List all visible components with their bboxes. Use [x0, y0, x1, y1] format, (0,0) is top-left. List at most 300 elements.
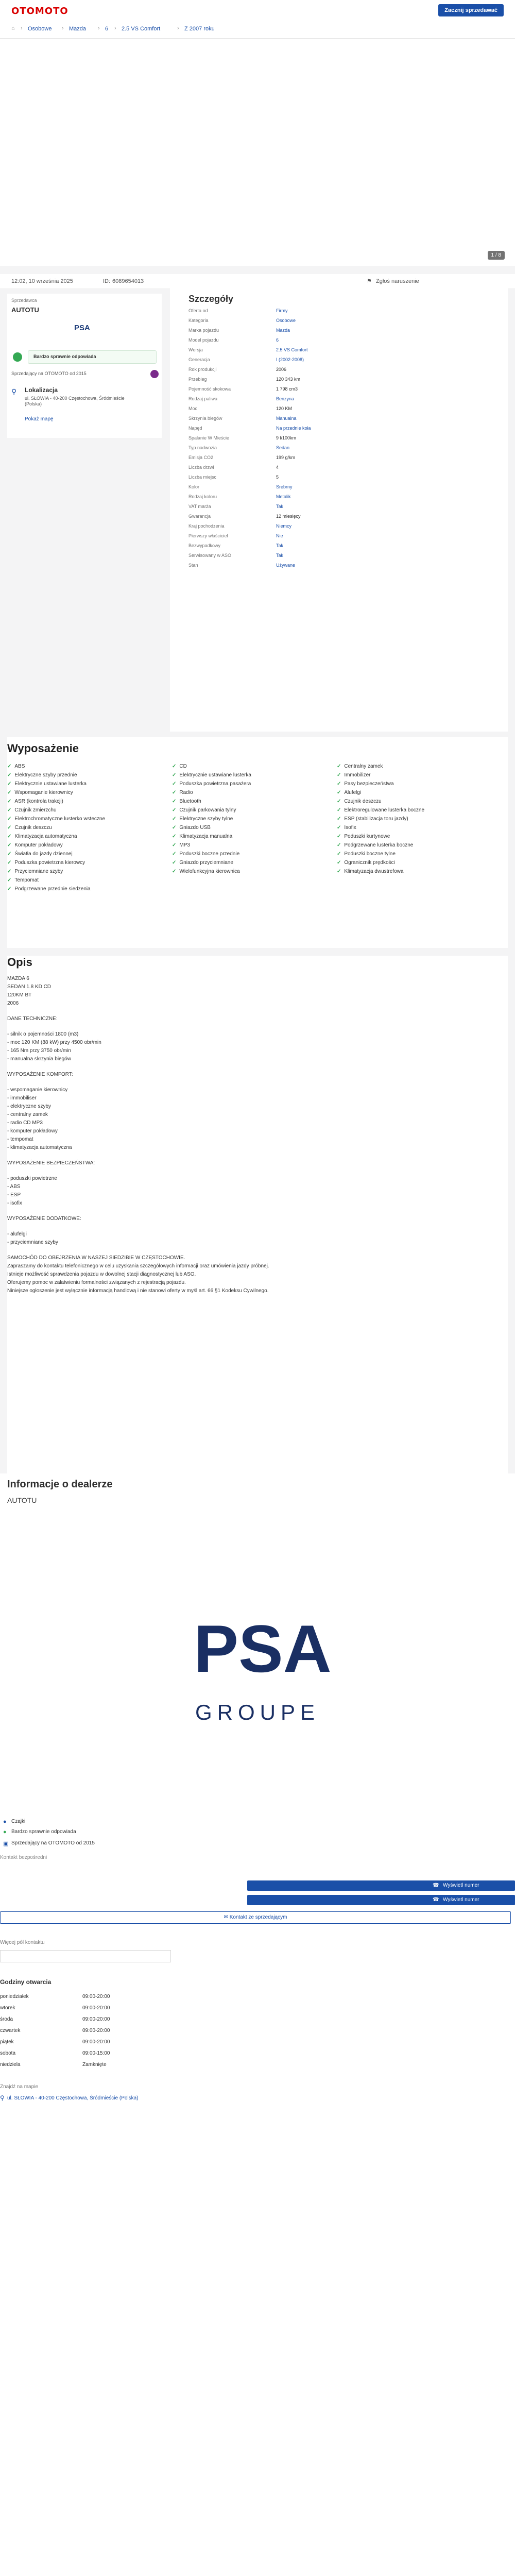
hours-row: [0, 2005, 170, 2015]
equipment-label: Przyciemniane szyby: [14, 869, 63, 874]
detail-value[interactable]: Sedan: [276, 445, 290, 450]
detail-value: 1 798 cm3: [276, 386, 298, 392]
location-address: ul. SŁOWIA - 40-200 Częstochowa, Śródmieście (Polska): [25, 396, 125, 406]
breadcrumb: [0, 21, 515, 39]
check-icon: ✓: [337, 842, 341, 848]
check-icon: ✓: [172, 764, 177, 769]
detail-row: [188, 563, 317, 571]
description-line: - komputer pokładowy: [7, 1128, 58, 1134]
equipment-item: [337, 807, 424, 813]
description-title: Opis: [7, 956, 32, 969]
equipment-label: Wspomaganie kierownicy: [14, 790, 73, 795]
equipment-item: [7, 781, 87, 787]
equipment-item: [337, 816, 408, 822]
equipment-item: [7, 886, 91, 892]
breadcrumb-item-category[interactable]: Osobowe: [28, 26, 52, 32]
detail-value: 199 g/km: [276, 455, 296, 460]
detail-row: [188, 514, 317, 522]
detail-label: Liczba miejsc: [188, 474, 217, 480]
check-icon: ✓: [7, 816, 12, 822]
hours-row: [0, 2016, 170, 2027]
detail-row: [188, 318, 317, 326]
hours-time: 09:00-20:00: [82, 2005, 110, 2011]
phone-button-label: Wyświetl numer: [443, 1883, 479, 1888]
equipment-panel: [7, 737, 508, 948]
seller-name[interactable]: AUTOTU: [11, 306, 39, 314]
equipment-label: Elektrochromatyczne lusterko wsteczne: [14, 816, 106, 822]
person-icon: ●: [3, 1819, 7, 1825]
detail-row: [188, 445, 317, 453]
detail-label: Przebieg: [188, 377, 207, 382]
detail-row: [188, 337, 317, 346]
detail-value: 9 l/100km: [276, 435, 297, 440]
detail-value[interactable]: Mazda: [276, 328, 290, 333]
equipment-label: Czujnik parkowania tylny: [179, 807, 236, 813]
detail-row: [188, 308, 317, 316]
description-line: - immobiliser: [7, 1095, 37, 1101]
description-line: SAMOCHÓD DO OBEJRZENIA W NASZEJ SIEDZIBIE W CZĘSTOCHOWIE.: [7, 1255, 185, 1261]
detail-label: Pojemność skokowa: [188, 386, 231, 392]
hours-day: niedziela: [0, 2062, 21, 2067]
description-line: - 165 Nm przy 3750 obr/min: [7, 1048, 71, 1054]
detail-value[interactable]: Metalik: [276, 494, 291, 499]
detail-row: [188, 474, 317, 483]
detail-label: Spalanie W Mieście: [188, 435, 230, 440]
equipment-label: Ogranicznik prędkości: [344, 860, 395, 866]
description-line: - klimatyzacja automatyczna: [7, 1145, 72, 1150]
detail-label: Oferta od: [188, 308, 208, 313]
check-icon: ✓: [337, 816, 341, 822]
description-line: MAZDA 6: [7, 976, 29, 981]
equipment-item: [337, 834, 390, 839]
hours-row: [0, 2039, 170, 2049]
detail-label: Emisja CO2: [188, 455, 214, 460]
listing-meta: [0, 274, 515, 289]
hours-day: piątek: [0, 2039, 14, 2045]
equipment-label: MP3: [179, 842, 190, 848]
equipment-label: ESP (stabilizacja toru jazdy): [344, 816, 408, 822]
hours-day: wtorek: [0, 2005, 15, 2011]
detail-value: 12 miesięcy: [276, 514, 301, 519]
check-icon: ✓: [337, 807, 341, 813]
home-icon[interactable]: ⌂: [11, 25, 15, 31]
check-icon: ✓: [172, 790, 177, 795]
equipment-label: Podgrzewane lusterka boczne: [344, 842, 414, 848]
hours-row: [0, 2062, 170, 2072]
detail-value[interactable]: Nie: [276, 533, 283, 538]
check-icon: ✓: [172, 807, 177, 813]
check-icon: ✓: [7, 790, 12, 795]
equipment-item: [337, 764, 383, 769]
detail-label: Marka pojazdu: [188, 328, 219, 333]
detail-value[interactable]: Tak: [276, 504, 284, 509]
equipment-label: Klimatyzacja automatyczna: [14, 834, 77, 839]
equipment-item: [7, 799, 63, 804]
seller-joined: [11, 371, 161, 380]
dealer-name[interactable]: AUTOTU: [7, 1496, 37, 1504]
hours-time: 09:00-15:00: [82, 2050, 110, 2056]
breadcrumb-separator: ›: [62, 25, 64, 31]
check-icon: ✓: [337, 764, 341, 769]
detail-row: [188, 416, 317, 424]
show-phone-button-1[interactable]: [247, 1880, 515, 1891]
detail-row: [188, 533, 317, 541]
detail-value[interactable]: Na przednie koła: [276, 426, 311, 431]
hours-time: Zamknięte: [82, 2062, 107, 2067]
detail-value[interactable]: Benzyna: [276, 396, 295, 401]
detail-label: Skrzynia biegów: [188, 416, 222, 421]
breadcrumb-item-model[interactable]: 6: [105, 26, 109, 32]
detail-row: [188, 426, 317, 434]
badge-icon: [150, 370, 159, 378]
equipment-label: Czujnik zmierzchu: [14, 807, 57, 813]
dealer-panel: [0, 1473, 515, 2576]
description-line: - radio CD MP3: [7, 1120, 43, 1126]
detail-value: 2006: [276, 367, 287, 372]
equipment-label: Elektrycznie ustawiane lusterka: [14, 781, 87, 787]
detail-value[interactable]: Niemcy: [276, 523, 292, 529]
verified-badge: [28, 350, 157, 364]
equipment-item: [337, 825, 356, 831]
detail-label: Model pojazdu: [188, 337, 219, 343]
hours-time: 09:00-20:00: [82, 2039, 110, 2045]
equipment-item: [337, 790, 361, 795]
listing-id-label: ID:: [103, 278, 111, 284]
map-address[interactable]: ul. SŁOWIA - 40-200 Częstochowa, Śródmieście (Polska): [7, 2095, 139, 2101]
check-icon: ✓: [7, 851, 12, 857]
detail-label: Gwarancja: [188, 514, 211, 519]
equipment-item: [172, 834, 232, 839]
phone-button-label: Wyświetl numer: [443, 1897, 479, 1903]
equipment-item: [172, 851, 239, 857]
dealer-logo: [175, 1618, 350, 1700]
detail-row: [188, 484, 317, 493]
hours-row: [0, 2028, 170, 2038]
seller-label: Sprzedawca: [11, 298, 37, 303]
description-line: - tempomat: [7, 1137, 33, 1142]
description-line: Niniejsze ogłoszenie jest wyłącznie informacją handlową i nie stanowi oferty w myśl art. 66 §1 Kodeksu Cywilnego.: [7, 1288, 269, 1294]
equipment-label: Poduszki boczne przednie: [179, 851, 240, 857]
detail-value: 4: [276, 465, 279, 470]
detail-value: 5: [276, 474, 279, 480]
photo-gallery[interactable]: [0, 39, 515, 266]
check-icon: ✓: [172, 772, 177, 778]
equipment-label: Elektryczne szyby przednie: [14, 772, 77, 778]
description-line: 2006: [7, 1001, 19, 1006]
contact-seller-button[interactable]: [0, 1911, 511, 1924]
detail-value[interactable]: Używane: [276, 563, 296, 568]
equipment-label: Poduszka powietrzna pasażera: [179, 781, 251, 787]
detail-label: Rodzaj koloru: [188, 494, 217, 499]
equipment-item: [172, 807, 236, 813]
check-icon: ✓: [172, 816, 177, 822]
hours-row: [0, 2050, 170, 2061]
detail-row: [188, 367, 317, 375]
check-icon: ✓: [337, 790, 341, 795]
equipment-item: [337, 869, 403, 874]
check-icon: ✓: [7, 764, 12, 769]
check-icon: ✓: [7, 781, 12, 787]
check-icon: ✓: [172, 834, 177, 839]
description-line: - ABS: [7, 1184, 21, 1190]
equipment-item: [172, 764, 187, 769]
details-title: Szczegóły: [188, 294, 234, 304]
description-line: WYPOSAŻENIE BEZPIECZEŃSTWA:: [7, 1160, 95, 1166]
listing-date: 12:02, 10 września 2025: [11, 278, 73, 284]
equipment-item: [172, 772, 251, 778]
top-navigation: [0, 0, 515, 21]
equipment-item: [7, 764, 25, 769]
more-contact-link[interactable]: Więcej pól kontaktu: [0, 1940, 45, 1945]
contact-seller-label: Kontakt ze sprzedającym: [229, 1914, 287, 1920]
detail-label: Wersja: [188, 347, 203, 352]
gallery-counter: 1 / 8: [488, 251, 505, 260]
hours-day: poniedziałek: [0, 1994, 29, 1999]
equipment-label: Światła do jazdy dziennej: [14, 851, 73, 857]
detail-label: Pierwszy właściciel: [188, 533, 228, 538]
verified-icon: ●: [3, 1829, 7, 1835]
equipment-item: [7, 790, 73, 795]
equipment-label: Gniazdo USB: [179, 825, 211, 831]
check-icon: ✓: [172, 842, 177, 848]
check-icon: ✓: [337, 834, 341, 839]
check-icon: ✓: [337, 860, 341, 866]
hours-time: 09:00-20:00: [82, 2016, 110, 2022]
detail-row: [188, 504, 317, 512]
description-line: WYPOSAŻENIE KOMFORT:: [7, 1072, 73, 1077]
detail-value[interactable]: Manualna: [276, 416, 297, 421]
breadcrumb-item-version[interactable]: 2.5 VS Comfort: [122, 26, 161, 32]
equipment-label: Elektroregulowane lusterka boczne: [344, 807, 425, 813]
hours-title: Godziny otwarcia: [0, 1978, 52, 1986]
detail-row: [188, 435, 317, 444]
description-line: DANE TECHNICZNE:: [7, 1016, 58, 1022]
hours-day: sobota: [0, 2050, 16, 2056]
description-line: - poduszki powietrzne: [7, 1176, 57, 1181]
equipment-item: [7, 860, 85, 866]
check-icon: ✓: [172, 781, 177, 787]
detail-label: Typ nadwozia: [188, 445, 217, 450]
description-line: - ESP: [7, 1192, 21, 1198]
dealer-logo-sub: GROUPE: [195, 1700, 320, 1724]
detail-value[interactable]: Osobowe: [276, 318, 296, 323]
description-line: - isofix: [7, 1200, 22, 1206]
equipment-item: [7, 869, 63, 874]
equipment-label: ABS: [14, 764, 25, 769]
other-contact: Kontakt bezpośredni: [0, 1855, 47, 1860]
description-line: Oferujemy pomoc w załatwieniu formalności związanych z rejestracją pojazdu.: [7, 1280, 186, 1285]
description-line: SEDAN 1.8 KD CD: [7, 984, 52, 990]
check-icon: ✓: [7, 886, 12, 892]
detail-row: [188, 357, 317, 365]
equipment-item: [337, 799, 382, 804]
detail-value[interactable]: 6: [276, 337, 279, 343]
equipment-item: [172, 842, 190, 848]
seller-panel: [7, 294, 162, 438]
detail-label: Kraj pochodzenia: [188, 523, 225, 529]
check-icon: ✓: [172, 860, 177, 866]
verified-label: Bardzo sprawnie odpowiada: [33, 354, 96, 359]
detail-label: Liczba drzwi: [188, 465, 214, 470]
detail-label: Serwisowany w ASO: [188, 553, 232, 558]
detail-label: Moc: [188, 406, 198, 411]
location-pin-icon: ⚲: [11, 387, 17, 396]
breadcrumb-separator: ›: [21, 25, 23, 31]
description-line: WYPOSAŻENIE DODATKOWE:: [7, 1216, 81, 1222]
check-icon: ✓: [7, 799, 12, 804]
show-map-link[interactable]: Pokaż mapę: [25, 416, 54, 422]
equipment-label: Bluetooth: [179, 799, 201, 804]
equipment-label: Isofix: [344, 825, 356, 831]
detail-row: [188, 347, 317, 355]
description-line: - alufelgi: [7, 1231, 27, 1237]
equipment-label: Klimatyzacja manualna: [179, 834, 233, 839]
seller-joined-text: Sprzedający na OTOMOTO od 2015: [11, 371, 87, 376]
check-icon: ✓: [7, 834, 12, 839]
breadcrumb-separator: ›: [177, 25, 179, 31]
detail-value[interactable]: Tak: [276, 543, 284, 548]
equipment-label: Wielofunkcyjna kierownica: [179, 869, 240, 874]
check-icon: ✓: [337, 799, 341, 804]
detail-row: [188, 523, 317, 532]
description-line: 120KM BT: [7, 992, 32, 998]
detail-value[interactable]: Firmy: [276, 308, 288, 313]
detail-value[interactable]: Tak: [276, 553, 284, 558]
details-panel: [170, 289, 508, 732]
detail-row: [188, 396, 317, 404]
equipment-item: [172, 825, 211, 831]
equipment-item: [172, 790, 193, 795]
show-phone-button-2[interactable]: [247, 1895, 515, 1905]
contact-select[interactable]: [0, 1950, 171, 1962]
site-logo[interactable]: OTOMOTO: [11, 6, 68, 16]
equipment-item: [172, 799, 201, 804]
detail-row: [188, 455, 317, 463]
equipment-label: Centralny zamek: [344, 764, 383, 769]
detail-row: [188, 553, 317, 561]
dealer-verified: Bardzo sprawnie odpowiada: [11, 1829, 76, 1835]
detail-value[interactable]: Srebrny: [276, 484, 293, 489]
check-icon: ✓: [172, 851, 177, 857]
detail-label: Kolor: [188, 484, 200, 489]
report-link[interactable]: Zgłoś naruszenie: [376, 278, 419, 284]
detail-row: [188, 386, 317, 395]
detail-value: 120 343 km: [276, 377, 301, 382]
detail-label: VAT marża: [188, 504, 211, 509]
equipment-label: Elektrycznie ustawiane lusterka: [179, 772, 251, 778]
check-icon: ✓: [7, 877, 12, 883]
check-icon: ✓: [172, 825, 177, 831]
equipment-label: Radio: [179, 790, 193, 795]
check-icon: ✓: [7, 772, 12, 778]
equipment-item: [172, 860, 233, 866]
equipment-label: Podgrzewane przednie siedzenia: [14, 886, 91, 892]
equipment-label: Elektryczne szyby tylne: [179, 816, 233, 822]
equipment-item: [337, 772, 371, 778]
description-line: - centralny zamek: [7, 1112, 48, 1117]
dealer-title: Informacje o dealerze: [7, 1479, 113, 1490]
hours-day: środa: [0, 2016, 13, 2022]
equipment-item: [7, 834, 77, 839]
equipment-item: [7, 877, 39, 883]
detail-label: Rodzaj paliwa: [188, 396, 218, 401]
dealer-joined: Sprzedający na OTOMOTO od 2015: [11, 1840, 95, 1846]
equipment-label: Poduszki boczne tylne: [344, 851, 396, 857]
hours-time: 09:00-20:00: [82, 1994, 110, 1999]
detail-row: [188, 328, 317, 336]
detail-label: Generacja: [188, 357, 210, 362]
detail-label: Kategoria: [188, 318, 209, 323]
check-icon: ✓: [337, 772, 341, 778]
equipment-item: [7, 772, 77, 778]
listing-id-value: 6089654013: [112, 278, 144, 284]
detail-label: Bezwypadkowy: [188, 543, 221, 548]
description-line: Istnieje możliwość sprawdzenia pojazdu w dowolnej stacji diagnostycznej lub ASO.: [7, 1272, 196, 1277]
detail-row: [188, 377, 317, 385]
equipment-item: [172, 869, 240, 874]
description-line: - manualna skrzynia biegów: [7, 1056, 71, 1062]
hours-day: czwartek: [0, 2028, 21, 2033]
detail-value[interactable]: 2.5 VS Comfort: [276, 347, 308, 352]
equipment-item: [7, 825, 52, 831]
breadcrumb-item-year[interactable]: Z 2007 roku: [184, 26, 215, 32]
check-icon: ✓: [7, 825, 12, 831]
check-icon: ✓: [337, 781, 341, 787]
equipment-label: Alufelgi: [344, 790, 362, 795]
equipment-title: Wyposażenie: [7, 742, 79, 755]
equipment-label: Czujnik deszczu: [14, 825, 52, 831]
phone-icon: ☎: [433, 1897, 439, 1903]
detail-row: [188, 406, 317, 414]
hours-time: 09:00-20:00: [82, 2028, 110, 2033]
description-line: - elektryczne szyby: [7, 1104, 52, 1109]
equipment-label: Gniazdo przyciemniane: [179, 860, 233, 866]
breadcrumb-item-make[interactable]: Mazda: [69, 26, 87, 32]
location-title: Lokalizacja: [25, 386, 58, 394]
detail-label: Napęd: [188, 426, 202, 431]
detail-label: Stan: [188, 563, 198, 568]
check-icon: ✓: [337, 825, 341, 831]
check-icon: ✓: [7, 842, 12, 848]
equipment-label: Pasy bezpieczeństwa: [344, 781, 394, 787]
seller-logo: PSA: [74, 324, 90, 332]
check-icon: ✓: [7, 807, 12, 813]
equipment-item: [7, 816, 105, 822]
equipment-item: [172, 816, 233, 822]
equipment-label: Poduszka powietrzna kierowcy: [14, 860, 85, 866]
breadcrumb-separator: ›: [114, 25, 116, 31]
check-icon: ✓: [172, 799, 177, 804]
calendar-icon: ▣: [3, 1841, 9, 1847]
equipment-item: [337, 860, 395, 866]
detail-row: [188, 543, 317, 551]
map-title: Znajdź na mapie: [0, 2084, 38, 2090]
description-line: - silnik o pojemności 1800 (m3): [7, 1031, 79, 1037]
dealer-contact-name: Czajki: [11, 1819, 26, 1824]
equipment-label: Poduszki kurtynowe: [344, 834, 390, 839]
post-ad-button[interactable]: Zacznij sprzedawać: [438, 4, 504, 16]
check-icon: ✓: [337, 869, 341, 874]
detail-value[interactable]: I (2002-2008): [276, 357, 304, 362]
description-line: Zapraszamy do kontaktu telefonicznego w celu uzyskania szczegółowych informacji oraz umówienia jazdy próbnej.: [7, 1263, 269, 1269]
equipment-label: CD: [179, 764, 187, 769]
verified-icon: [13, 352, 22, 362]
equipment-label: Czujnik deszczu: [344, 799, 382, 804]
detail-value: 120 KM: [276, 406, 293, 411]
equipment-item: [337, 851, 396, 857]
equipment-label: Komputer pokładowy: [14, 842, 63, 848]
check-icon: ✓: [172, 869, 177, 874]
